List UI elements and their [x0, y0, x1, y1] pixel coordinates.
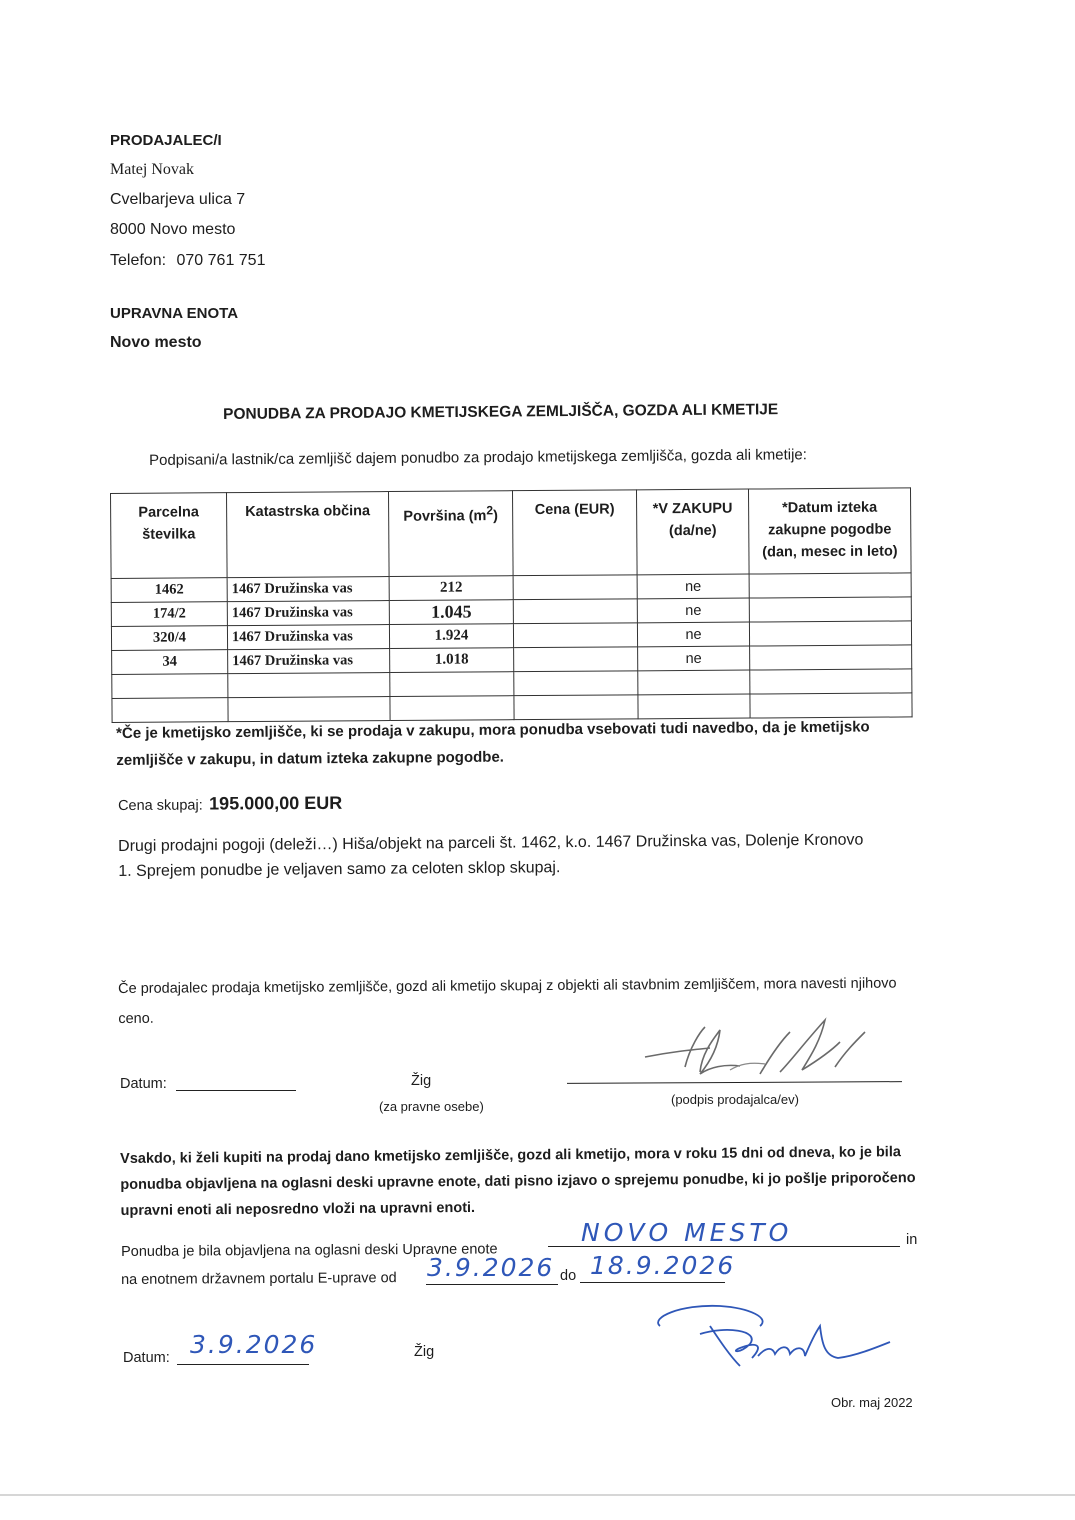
- seller-street: Cvelbarjeva ulica 7: [110, 191, 246, 208]
- total-price-label: Cena skupaj:: [118, 797, 203, 814]
- cell-parcel: 174/2: [111, 602, 227, 627]
- cell-lease: ne: [637, 598, 749, 623]
- cell-lease: [638, 670, 750, 695]
- cell-expiry: [749, 621, 911, 646]
- document-title: PONUDBA ZA PRODAJO KMETIJSKEGA ZEMLJIŠČA, GOZDA ALI KMETIJE: [223, 401, 779, 423]
- publication-unit-handwritten: NOVO MESTO: [581, 1218, 793, 1247]
- cell-lease: ne: [638, 646, 750, 671]
- cell-price: [513, 623, 637, 648]
- cell-expiry: [750, 645, 912, 670]
- other-terms: [118, 827, 878, 884]
- publication-text-2: na enotnem državnem portalu E-uprave od: [121, 1270, 397, 1288]
- cell-expiry: [750, 669, 912, 694]
- cell-price: [513, 599, 637, 624]
- cell-price: [514, 647, 638, 672]
- office-date-handwritten: 3.9.2026: [190, 1330, 318, 1359]
- table-header-row: [111, 488, 912, 579]
- cell-price: [513, 575, 637, 600]
- cell-lease: ne: [637, 622, 749, 647]
- cell-cadastral: 1467 Družinska vas: [228, 649, 390, 674]
- seller-phone-row: [110, 252, 265, 270]
- parcel-table: [110, 487, 913, 723]
- lease-note: *Če je kmetijsko zemljišče, ki se prodaja v zakupu, mora ponudba vsebovati tudi navedbo, da je kmetijsko zemljišče v zakupu, in datum izteka zakupne pogodbe.: [116, 718, 870, 769]
- office-date-line: [177, 1364, 309, 1365]
- cell-area: 1.018: [390, 648, 514, 673]
- publication-text-1: Ponudba je bila objavljena na oglasni deski Upravne enote: [121, 1241, 498, 1260]
- cell-area: [390, 672, 514, 697]
- objects-note: Če prodajalec prodaja kmetijsko zemljišče, gozd ali kmetijo skupaj z objekti ali stavbnim zemljiščem, mora navesti njihovo ceno.: [118, 975, 897, 1027]
- other-terms-text: Hiša/objekt na parceli št. 1462, k.o. 1467 Družinska vas, Dolenje Kronovo 1. Sprejem ponudbe je veljaven samo za celoten sklop skupaj.: [118, 831, 864, 880]
- total-price-value: 195.000,00 EUR: [209, 792, 343, 814]
- seller-stamp-sub: (za pravne osebe): [379, 1099, 484, 1114]
- cell-parcel: 320/4: [111, 626, 227, 651]
- seller-signature-caption: (podpis prodajalca/ev): [671, 1092, 799, 1107]
- header-cadastral: Katastrska občina: [227, 492, 390, 578]
- cell-area: 1.045: [389, 600, 513, 625]
- admin-unit-heading: UPRAVNA ENOTA: [110, 305, 239, 322]
- cell-cadastral: 1467 Družinska vas: [227, 577, 389, 602]
- seller-stamp-label: Žig: [411, 1073, 432, 1089]
- seller-phone: 070 761 751: [176, 252, 266, 269]
- seller-name: Matej Novak: [110, 161, 194, 178]
- cell-price: [514, 671, 638, 696]
- scan-edge: [0, 1494, 1075, 1496]
- cell-cadastral: 1467 Družinska vas: [227, 625, 389, 650]
- publication-in: in: [906, 1232, 918, 1248]
- parcel-table-wrapper: [110, 487, 913, 723]
- publication-from-handwritten: 3.9.2026: [427, 1253, 555, 1282]
- header-area: Površina $(m^2)$: [388, 491, 513, 577]
- publication-to-line: [580, 1282, 725, 1283]
- acceptance-note: Vsakdo, ki želi kupiti na prodaj dano kmetijsko zemljišče, gozd ali kmetijo, mora v roku 15 dni od dneva, ko je bila ponudba objavljena na oglasni deski upravne enote, dati pisno izjavo o sprejemu ponudbe, ki jo pošlje priporočeno upravni enoti ali neposredno vloži na upravni enoti.: [120, 1144, 916, 1219]
- cell-expiry: [749, 573, 911, 598]
- other-terms-label: Drugi prodajni pogoji (deleži…): [118, 836, 338, 855]
- publication-unit-line: [548, 1246, 900, 1247]
- admin-unit-name: Novo mesto: [110, 334, 202, 351]
- header-lease: *V ZAKUPU (da/ne): [636, 489, 749, 575]
- cell-cadastral: [228, 673, 390, 698]
- seller-city: 8000 Novo mesto: [110, 221, 236, 238]
- cell-area: 1.924: [389, 624, 513, 649]
- office-signature-image: [640, 1296, 900, 1386]
- header-parcel: Parcelna številka: [111, 493, 228, 579]
- form-version: Obr. maj 2022: [831, 1395, 913, 1410]
- header-expiry: *Datum izteka zakupne pogodbe (dan, mesec in leto): [748, 488, 911, 574]
- office-stamp-label: Žig: [414, 1344, 435, 1360]
- cell-expiry: [749, 597, 911, 622]
- intro-text: Podpisani/a lastnik/ca zemljišč dajem ponudbo za prodajo kmetijskega zemljišča, gozda ali kmetije:: [149, 446, 807, 469]
- publication-to-handwritten: 18.9.2026: [590, 1251, 736, 1280]
- seller-phone-label: Telefon:: [110, 252, 167, 269]
- cell-lease: ne: [637, 574, 749, 599]
- cell-area: 212: [389, 576, 513, 601]
- cell-parcel: 1462: [111, 578, 227, 603]
- seller-date-line: [176, 1090, 296, 1091]
- seller-date-label: Datum:: [120, 1076, 167, 1092]
- cell-parcel: 34: [112, 650, 228, 675]
- cell-parcel: [112, 674, 228, 699]
- publication-from-line: [426, 1284, 558, 1285]
- seller-signature-image: [630, 1012, 880, 1092]
- cell-cadastral: 1467 Družinska vas: [227, 601, 389, 626]
- office-date-label: Datum:: [123, 1350, 170, 1366]
- header-price: Cena (EUR): [512, 490, 637, 576]
- total-price-row: [118, 793, 342, 815]
- publication-do: do: [560, 1268, 577, 1284]
- seller-heading: PRODAJALEC/I: [110, 132, 222, 149]
